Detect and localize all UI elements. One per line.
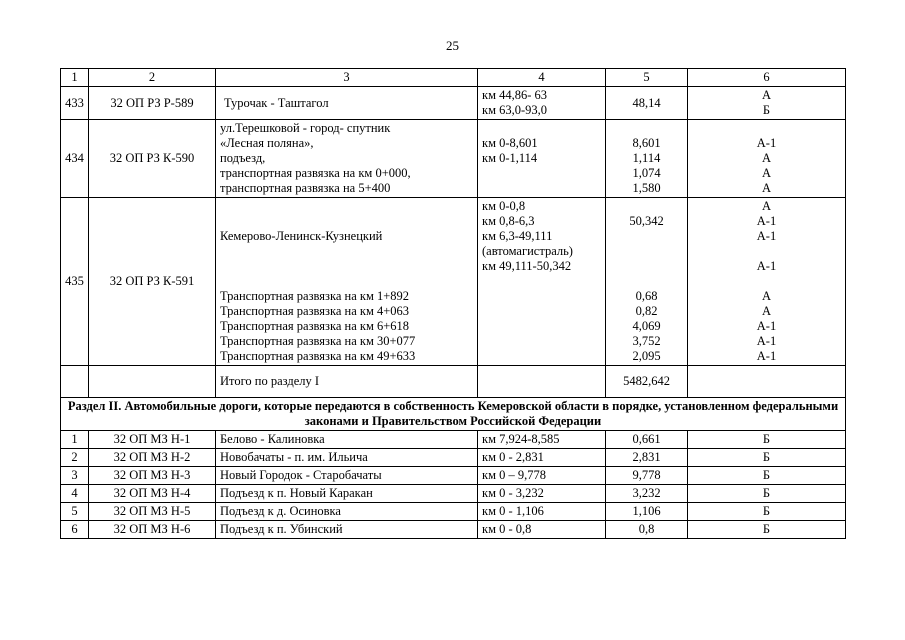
category-line bbox=[692, 121, 841, 136]
category: Б bbox=[688, 449, 846, 467]
category: Б bbox=[688, 431, 846, 449]
category-line: А-1 bbox=[756, 136, 777, 150]
km-line: км 49,111-50,342 bbox=[482, 259, 572, 273]
road-name: Подъезд к п. Убинский bbox=[216, 521, 478, 539]
road-name-line: транспортная развязка на км 0+000, bbox=[220, 166, 411, 180]
category-line: А bbox=[761, 151, 772, 165]
col-header: 5 bbox=[606, 69, 688, 87]
length: 0,661 bbox=[606, 431, 688, 449]
road-name-line bbox=[220, 214, 473, 229]
km-range: км 0 - 1,106 bbox=[478, 503, 606, 521]
km-range: км 0 - 0,8 bbox=[478, 521, 606, 539]
km-line: км 63,0-93,0 bbox=[482, 103, 548, 117]
length-line bbox=[610, 244, 683, 259]
category-line: А bbox=[761, 166, 772, 180]
road-name-line bbox=[220, 259, 473, 274]
km-line: км 44,86- 63 bbox=[482, 88, 548, 102]
length-line: 50,342 bbox=[629, 214, 664, 228]
length-line: 0,82 bbox=[635, 304, 658, 318]
road-code: 32 ОП МЗ Н-4 bbox=[89, 485, 216, 503]
road-name: Новый Городок - Старобачаты bbox=[216, 467, 478, 485]
length-line bbox=[610, 274, 683, 289]
table-row bbox=[61, 467, 846, 485]
km-line: (автомагистраль) bbox=[482, 244, 573, 258]
km-range: км 7,924-8,585 bbox=[478, 431, 606, 449]
km-line: км 6,3-49,111 bbox=[482, 229, 553, 243]
road-name-line: подъезд, bbox=[220, 151, 266, 165]
length-line: 1,074 bbox=[632, 166, 661, 180]
road-name-line bbox=[220, 244, 473, 259]
table-row bbox=[61, 431, 846, 449]
length-line bbox=[610, 229, 683, 244]
km-line: км 0,8-6,3 bbox=[482, 214, 535, 228]
road-code: 32 ОП РЗ К-590 bbox=[89, 120, 216, 198]
category-line: А-1 bbox=[756, 334, 777, 348]
km-range: км 0 – 9,778 bbox=[478, 467, 606, 485]
km-range bbox=[478, 87, 606, 120]
row-number: 1 bbox=[61, 431, 89, 449]
length bbox=[606, 87, 688, 120]
category-line: А-1 bbox=[756, 319, 777, 333]
total-label: Итого по разделу I bbox=[216, 366, 478, 398]
category: Б bbox=[688, 503, 846, 521]
km-line bbox=[482, 181, 601, 196]
length-line: 4,069 bbox=[632, 319, 661, 333]
length-line: 8,601 bbox=[632, 136, 661, 150]
table-row bbox=[61, 485, 846, 503]
row-number: 2 bbox=[61, 449, 89, 467]
km-range bbox=[478, 198, 606, 366]
road-name-line: «Лесная поляна», bbox=[220, 136, 314, 150]
length-line: 0,68 bbox=[635, 289, 658, 303]
road-code: 32 ОП МЗ Н-2 bbox=[89, 449, 216, 467]
length: 9,778 bbox=[606, 467, 688, 485]
km-line bbox=[482, 319, 601, 334]
category: Б bbox=[688, 467, 846, 485]
road-name-line: Транспортная развязка на км 1+892 bbox=[220, 289, 410, 303]
roads-table bbox=[60, 68, 846, 539]
category bbox=[688, 120, 846, 198]
road-code: 32 ОП МЗ Н-5 bbox=[89, 503, 216, 521]
category bbox=[688, 198, 846, 366]
road-code: 32 ОП МЗ Н-3 bbox=[89, 467, 216, 485]
table-row bbox=[61, 503, 846, 521]
km-range bbox=[478, 120, 606, 198]
row-number: 434 bbox=[61, 120, 89, 198]
category bbox=[688, 87, 846, 120]
km-line bbox=[482, 166, 601, 181]
table-row bbox=[61, 521, 846, 539]
category-line: А bbox=[761, 88, 772, 102]
road-name-line: Транспортная развязка на км 4+063 bbox=[220, 304, 410, 318]
table-row bbox=[61, 120, 846, 198]
road-name-line: ул.Терешковой - город- спутник bbox=[220, 121, 391, 135]
col-header: 2 bbox=[89, 69, 216, 87]
category: Б bbox=[688, 485, 846, 503]
length-line: 3,752 bbox=[632, 334, 661, 348]
road-name-line: Транспортная развязка на км 30+077 bbox=[220, 334, 416, 348]
row-number: 6 bbox=[61, 521, 89, 539]
km-line bbox=[482, 274, 601, 289]
length-line: 1,114 bbox=[632, 151, 661, 165]
km-range: км 0 - 3,232 bbox=[478, 485, 606, 503]
length: 0,8 bbox=[606, 521, 688, 539]
km-line: км 0-1,114 bbox=[482, 151, 538, 165]
length bbox=[606, 198, 688, 366]
km-line: км 0-8,601 bbox=[482, 136, 538, 150]
table-header-row bbox=[61, 69, 846, 87]
road-name-line: Транспортная развязка на км 6+618 bbox=[220, 319, 410, 333]
category-line: А-1 bbox=[756, 259, 777, 273]
road-code: 32 ОП МЗ Н-1 bbox=[89, 431, 216, 449]
category-line: А bbox=[761, 199, 772, 213]
row-number: 4 bbox=[61, 485, 89, 503]
road-name: Белово - Калиновка bbox=[216, 431, 478, 449]
km-line bbox=[482, 121, 601, 136]
table-row bbox=[61, 198, 846, 366]
row-number: 3 bbox=[61, 467, 89, 485]
col-header: 4 bbox=[478, 69, 606, 87]
category-line: А bbox=[761, 289, 772, 303]
table-row bbox=[61, 87, 846, 120]
road-name-line: Кемерово-Ленинск-Кузнецкий bbox=[220, 229, 383, 243]
section-title: Раздел II. Автомобильные дороги, которые передаются в собственность Кемеровской области в порядке, установленном федеральными законами и Правительством Российской Федерации bbox=[61, 398, 846, 431]
length-line bbox=[610, 259, 683, 274]
row-number: 433 bbox=[61, 87, 89, 120]
category-line: А-1 bbox=[756, 229, 777, 243]
road-code: 32 ОП МЗ Н-6 bbox=[89, 521, 216, 539]
road-name-line: транспортная развязка на 5+400 bbox=[220, 181, 391, 195]
category-line: А bbox=[761, 181, 772, 195]
km-range: км 0 - 2,831 bbox=[478, 449, 606, 467]
length: 1,106 bbox=[606, 503, 688, 521]
category-line bbox=[692, 274, 841, 289]
km-line bbox=[482, 289, 601, 304]
category-line: А bbox=[761, 304, 772, 318]
length-line: 48,14 bbox=[632, 95, 661, 110]
total-value: 5482,642 bbox=[606, 366, 688, 398]
total-row bbox=[61, 366, 846, 398]
road-code: 32 ОП РЗ Р-589 bbox=[89, 87, 216, 120]
road-name bbox=[216, 87, 478, 120]
col-header: 6 bbox=[688, 69, 846, 87]
length bbox=[606, 120, 688, 198]
col-header: 1 bbox=[61, 69, 89, 87]
length-line: 1,580 bbox=[632, 181, 661, 195]
km-line bbox=[482, 304, 601, 319]
road-name-line: Транспортная развязка на км 49+633 bbox=[220, 349, 416, 363]
length-line bbox=[610, 121, 683, 136]
length: 3,232 bbox=[606, 485, 688, 503]
km-line: км 0-0,8 bbox=[482, 199, 526, 213]
category-line bbox=[692, 244, 841, 259]
road-name: Новобачаты - п. им. Ильича bbox=[216, 449, 478, 467]
page-number: 25 bbox=[446, 38, 459, 53]
category-line: Б bbox=[762, 103, 771, 117]
row-number: 5 bbox=[61, 503, 89, 521]
category-line: А-1 bbox=[756, 349, 777, 363]
section-header-row bbox=[61, 398, 846, 431]
road-name bbox=[216, 120, 478, 198]
road-name bbox=[216, 198, 478, 366]
category-line: А-1 bbox=[756, 214, 777, 228]
table-row bbox=[61, 449, 846, 467]
row-number: 435 bbox=[61, 198, 89, 366]
road-name: Подъезд к д. Осиновка bbox=[216, 503, 478, 521]
km-line bbox=[482, 349, 601, 364]
road-name: Подъезд к п. Новый Каракан bbox=[216, 485, 478, 503]
road-name-line: Турочак - Таштагол bbox=[224, 95, 329, 110]
length: 2,831 bbox=[606, 449, 688, 467]
category: Б bbox=[688, 521, 846, 539]
length-line: 2,095 bbox=[632, 349, 661, 363]
road-name-line bbox=[220, 274, 473, 289]
road-name-line bbox=[220, 199, 473, 214]
km-line bbox=[482, 334, 601, 349]
length-line bbox=[610, 199, 683, 214]
col-header: 3 bbox=[216, 69, 478, 87]
road-code: 32 ОП РЗ К-591 bbox=[89, 198, 216, 366]
